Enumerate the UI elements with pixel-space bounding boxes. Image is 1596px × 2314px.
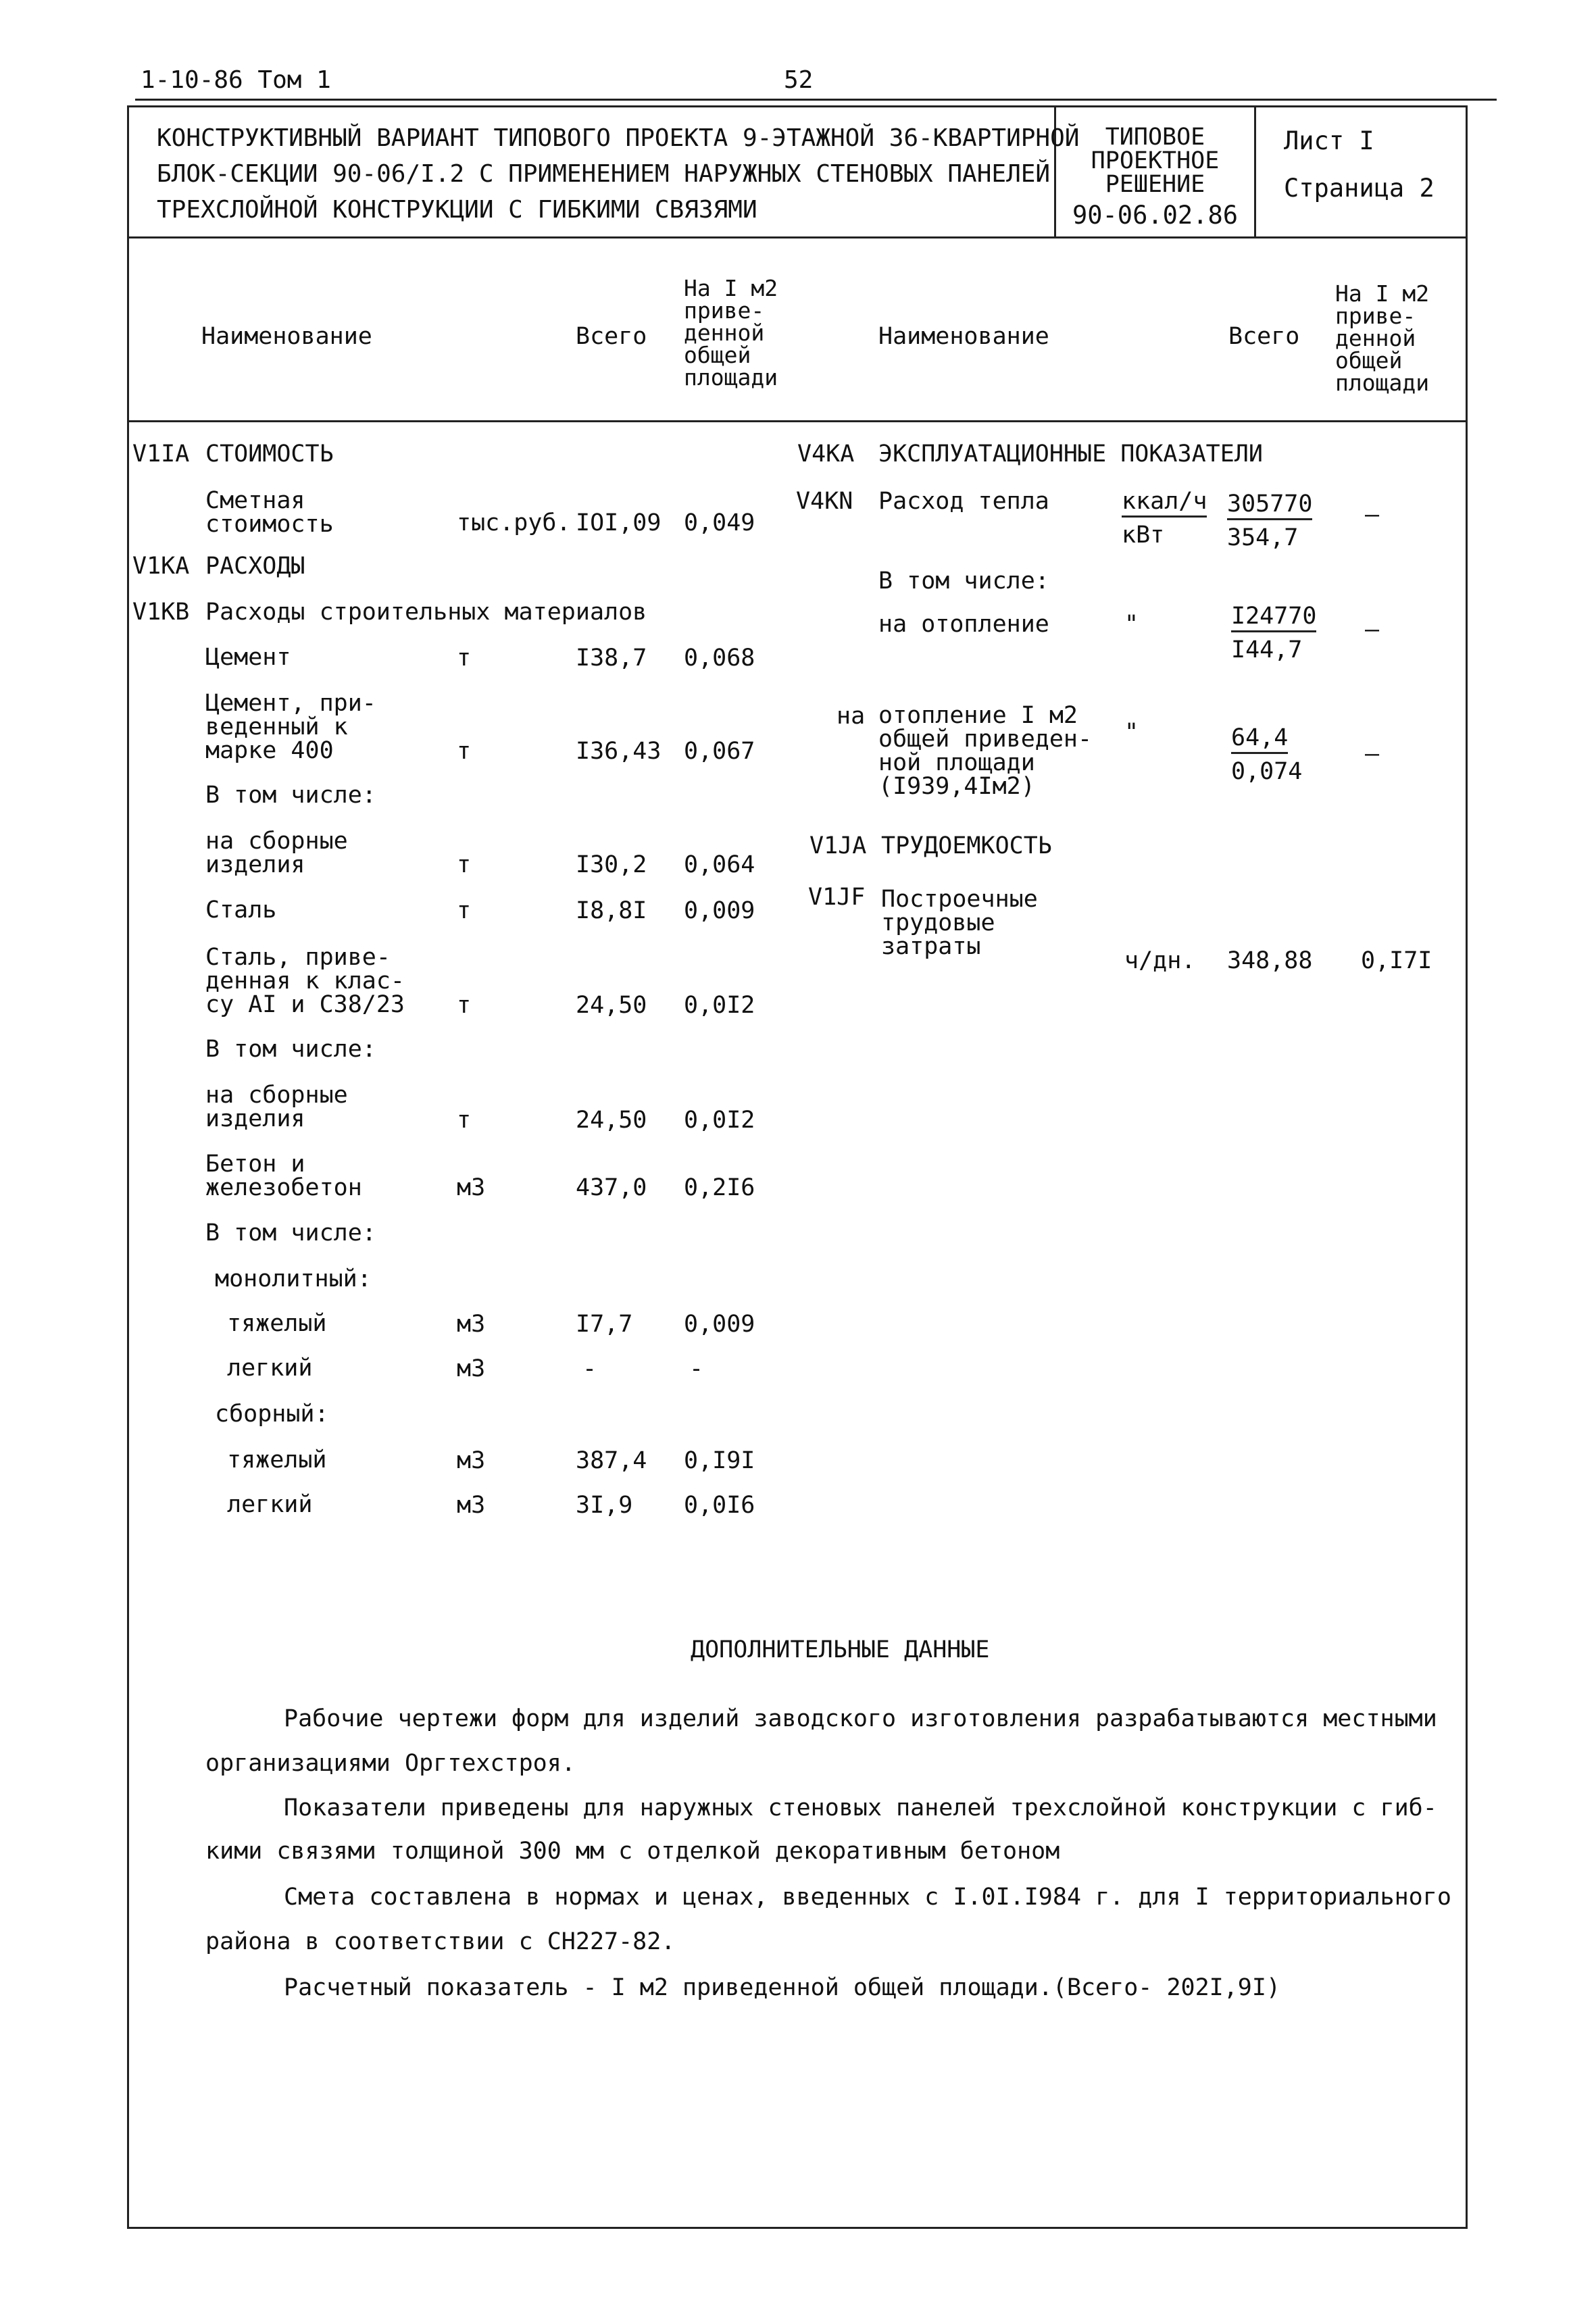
additional-line-4: кими связями толщиной 300 мм с отделкой декоративным бетоном — [205, 1838, 1060, 1865]
operational-code: V4KA — [797, 441, 855, 468]
heat-total-top: 305770 — [1227, 492, 1312, 520]
heat-per-m2: — — [1365, 501, 1380, 528]
heating-m2-name: отопление I м2 общей приведен- ной площади (I939,4Iм2) — [878, 702, 1093, 800]
left-header-total: Всего — [576, 323, 647, 350]
additional-line-1: Рабочие чертежи форм для изделий заводского изготовления разрабатываются местными — [284, 1705, 1437, 1732]
table-row-name: Сталь, приве- денная к клас- су AI и С38/23 — [205, 944, 405, 1018]
table-row-total: - — [582, 1355, 597, 1382]
estimate-per-m2: 0,049 — [684, 509, 755, 536]
table-row-total: I8,8I — [576, 897, 647, 924]
incl-label: В том числе: — [878, 568, 1049, 595]
heat-name: Расход тепла — [878, 488, 1049, 515]
table-row-unit: т — [457, 992, 472, 1019]
labor-row-code: V1JF — [808, 884, 866, 911]
heating-m2-total-top: 64,4 — [1231, 726, 1288, 754]
table-row-unit: т — [457, 1107, 472, 1134]
top-rule — [135, 99, 1497, 101]
additional-line-7: Расчетный показатель - I м2 приведенной общей площади.(Всего- 202I,9I) — [284, 1974, 1281, 2001]
labor-row-unit: ч/дн. — [1124, 947, 1196, 974]
expenses-label: РАСХОДЫ — [205, 553, 305, 580]
table-row-per-m2: 0,064 — [684, 851, 755, 878]
heat-unit-bottom: кВт — [1122, 522, 1165, 549]
table-row-name: Бетон и железобетон — [205, 1151, 362, 1201]
table-row-total: 24,50 — [576, 992, 647, 1019]
table-row-per-m2: 0,I9I — [684, 1447, 755, 1474]
right-header-per-m2: На I м2 приве- денной общей площади — [1335, 280, 1430, 396]
table-row-name: на сборные изделия — [205, 1082, 348, 1132]
table-row-name: легкий — [227, 1491, 313, 1518]
table-row-per-m2: 0,068 — [684, 645, 755, 672]
table-row-unit: т — [457, 738, 472, 765]
table-row-name: В том числе: — [205, 1219, 376, 1247]
table-row-per-m2: - — [689, 1355, 704, 1382]
heating-total-top: I24770 — [1231, 604, 1316, 632]
table-row-name: В том числе: — [205, 782, 376, 809]
left-header-per-m2: На I м2 приве- денной общей площади — [684, 275, 778, 391]
table-row-unit: т — [457, 851, 472, 878]
stamp-bottom-rule — [127, 236, 1468, 238]
table-row-name: тяжелый — [227, 1310, 327, 1337]
heating-m2-per-m2: — — [1365, 740, 1380, 768]
right-header-total: Всего — [1228, 323, 1300, 350]
materials-code: V1KB — [132, 599, 190, 626]
table-row-total: 3I,9 — [576, 1492, 633, 1519]
table-row-total: 24,50 — [576, 1107, 647, 1134]
table-row-total: I38,7 — [576, 645, 647, 672]
labor-row-name: Построечные трудовые затраты — [881, 886, 1038, 960]
table-row-name: Цемент, при- веденный к марке 400 — [205, 690, 376, 764]
table-row-unit: м3 — [457, 1311, 486, 1338]
header-bottom-rule — [127, 420, 1468, 422]
sheet-label: Лист I — [1284, 126, 1374, 155]
left-header-name: Наименование — [201, 323, 372, 350]
document-reference: 1-10-86 Том 1 — [141, 66, 331, 94]
materials-label: Расходы строительных материалов — [205, 599, 647, 626]
table-row-name: сборный: — [215, 1401, 329, 1428]
table-row-per-m2: 0,0I6 — [684, 1492, 755, 1519]
labor-code: V1JA — [809, 832, 867, 859]
estimate-unit: тыс.руб. — [457, 509, 571, 536]
additional-heading: ДОПОЛНИТЕЛЬНЫЕ ДАННЫЕ — [691, 1636, 990, 1663]
page-label: Страница 2 — [1284, 174, 1435, 203]
table-row-total: I30,2 — [576, 851, 647, 878]
heating-total-bottom: I44,7 — [1231, 636, 1303, 663]
right-header-name: Наименование — [878, 323, 1049, 350]
cost-label: СТОИМОСТЬ — [205, 441, 334, 468]
table-row-per-m2: 0,009 — [684, 897, 755, 924]
table-row-per-m2: 0,0I2 — [684, 1107, 755, 1134]
table-row-unit: м3 — [457, 1447, 486, 1474]
table-row-name: легкий — [227, 1355, 313, 1382]
additional-line-6: района в соответствии с СН227-82. — [205, 1928, 676, 1955]
solution-line-1: ТИПОВОЕ — [1105, 124, 1205, 151]
additional-line-5: Смета составлена в нормах и ценах, введенных с I.0I.I984 г. для I территориального — [284, 1884, 1451, 1911]
heating-per-m2: — — [1365, 616, 1380, 643]
stamp-title-line-1: КОНСТРУКТИВНЫЙ ВАРИАНТ ТИПОВОГО ПРОЕКТА 9-ЭТАЖНОЙ 36-КВАРТИРНОЙ — [157, 124, 1080, 152]
cost-code: V1IA — [132, 441, 190, 468]
table-row-per-m2: 0,009 — [684, 1311, 755, 1338]
table-row-unit: м3 — [457, 1492, 486, 1519]
heating-name: на отопление — [878, 611, 1049, 638]
operational-label: ЭКСПЛУАТАЦИОННЫЕ ПОКАЗАТЕЛИ — [878, 441, 1263, 468]
heating-m2-unit: " — [1124, 719, 1139, 746]
table-row-per-m2: 0,067 — [684, 738, 755, 765]
stamp-title-line-2: БЛОК-СЕКЦИИ 90-06/I.2 С ПРИМЕНЕНИЕМ НАРУЖНЫХ СТЕНОВЫХ ПАНЕЛЕЙ — [157, 160, 1051, 188]
table-row-name: В том числе: — [205, 1036, 376, 1063]
labor-row-per-m2: 0,I7I — [1361, 947, 1432, 974]
page-number: 52 — [784, 66, 814, 94]
heat-code: V4KN — [796, 488, 853, 515]
stamp-title-line-3: ТРЕХСЛОЙНОЙ КОНСТРУКЦИИ С ГИБКИМИ СВЯЗЯМИ — [157, 196, 757, 224]
table-row-per-m2: 0,2I6 — [684, 1174, 755, 1201]
solution-code: 90-06.02.86 — [1072, 201, 1239, 230]
table-row-total: I7,7 — [576, 1311, 633, 1338]
heat-total-bottom: 354,7 — [1227, 524, 1299, 551]
solution-line-2: ПРОЕКТНОЕ — [1091, 147, 1220, 174]
additional-line-2: организациями Оргтехстроя. — [205, 1750, 576, 1777]
table-row-name: Сталь — [205, 897, 277, 924]
heat-unit-top: ккал/ч — [1122, 489, 1207, 518]
table-row-name: монолитный: — [215, 1265, 372, 1292]
estimate-name: Сметная стоимость — [205, 487, 334, 538]
labor-row-total: 348,88 — [1227, 947, 1313, 974]
table-row-total: I36,43 — [576, 738, 662, 765]
table-row-name: на сборные изделия — [205, 828, 348, 878]
additional-line-3: Показатели приведены для наружных стеновых панелей трехслойной конструкции с гиб- — [284, 1794, 1437, 1821]
table-row-total: 387,4 — [576, 1447, 647, 1474]
expenses-code: V1KA — [132, 553, 190, 580]
table-row-name: тяжелый — [227, 1447, 327, 1474]
solution-line-3: РЕШЕНИЕ — [1105, 171, 1205, 198]
stamp-divider-2 — [1254, 105, 1256, 238]
heating-m2-total-bottom: 0,074 — [1231, 758, 1303, 785]
table-row-unit: м3 — [457, 1355, 486, 1382]
heating-unit: " — [1124, 611, 1139, 638]
labor-label: ТРУДОЕМКОСТЬ — [881, 832, 1052, 859]
table-row-name: Цемент — [205, 644, 291, 671]
table-row-unit: м3 — [457, 1174, 486, 1201]
heating-m2-prefix: на — [837, 703, 866, 730]
estimate-total: IOI,09 — [576, 509, 662, 536]
table-row-total: 437,0 — [576, 1174, 647, 1201]
table-row-unit: т — [457, 645, 472, 672]
solution-label — [1056, 126, 1254, 197]
table-row-per-m2: 0,0I2 — [684, 992, 755, 1019]
table-row-unit: т — [457, 897, 472, 924]
